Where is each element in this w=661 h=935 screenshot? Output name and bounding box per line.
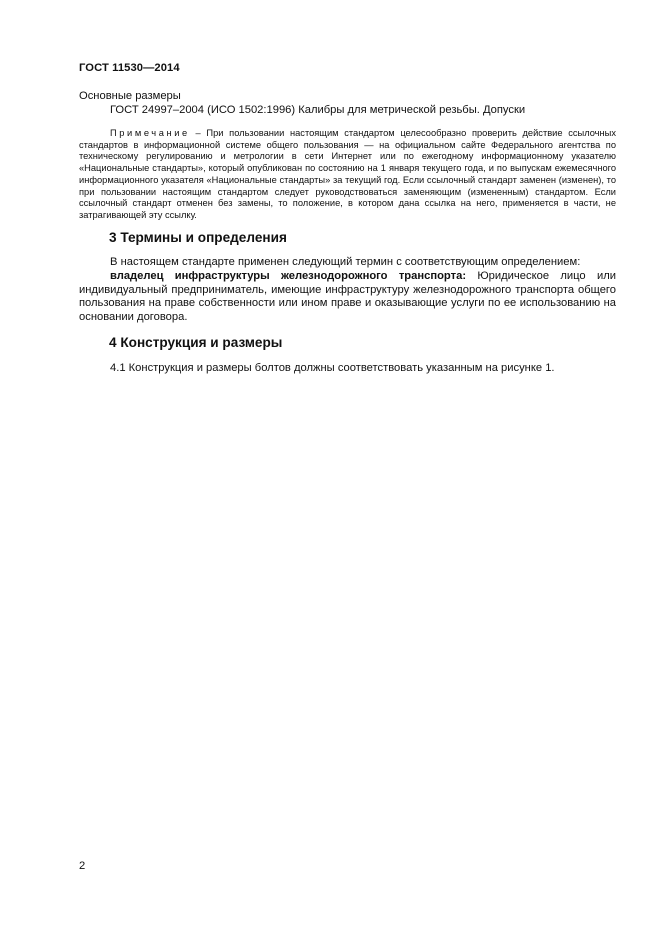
reference-line-2: ГОСТ 24997–2004 (ИСО 1502:1996) Калибры для метрической резьбы. Допуски — [110, 103, 526, 116]
section-3-intro: В настоящем стандарте применен следующий термин с соответствующим определением: — [110, 256, 581, 268]
page-number: 2 — [79, 860, 86, 872]
note-paragraph — [79, 128, 616, 222]
note-label: Примечание — [110, 128, 190, 138]
section-4-body — [79, 362, 616, 376]
reference-line-1: Основные размеры — [79, 90, 181, 102]
term-text: Юридическое лицо или индивидуальный предприниматель, имеющие инфраструктуру железнодорожного транспорта общего пользования на праве собственности или ином праве и оказывающие услуги по ее использованию на основании договора. — [79, 269, 616, 324]
term-name: владелец инфраструктуры железнодорожного транспорта: — [110, 269, 467, 282]
document-header: ГОСТ 11530—2014 — [79, 62, 180, 74]
section-3-title: 3 Термины и определения — [109, 230, 287, 245]
note-text: – При пользовании настоящим стандартом целесообразно проверить действие ссылочных стандартов в информационной системе общего пользования — на официальном сайте Федерального агентства по техническому регулированию и метрологии в сети Интернет или по ежегодному информационному указателю «Национальные стандарты», который опубликован по состоянию на 1 января текущего года, и по выпускам ежемесячного информационного указателя «Национальные стандарты» за текущий год. Если ссылочный стандарт заменен (изменен), то при пользовании настоящим стандартом следует руководствоваться заменяющим (измененным) стандартом. Если ссылочный стандарт отменен без замены, то положение, в котором дана ссылка на него, применяется в части, не затрагивающей эту ссылку. — [79, 128, 616, 220]
section-3-body — [79, 256, 616, 325]
section-4-title: 4 Конструкция и размеры — [109, 335, 283, 350]
normative-references — [79, 90, 619, 117]
term-definition — [79, 270, 616, 325]
note-block — [79, 128, 616, 222]
section-4-para-1: 4.1 Конструкция и размеры болтов должны соответствовать указанным на рисунке 1. — [110, 362, 555, 374]
